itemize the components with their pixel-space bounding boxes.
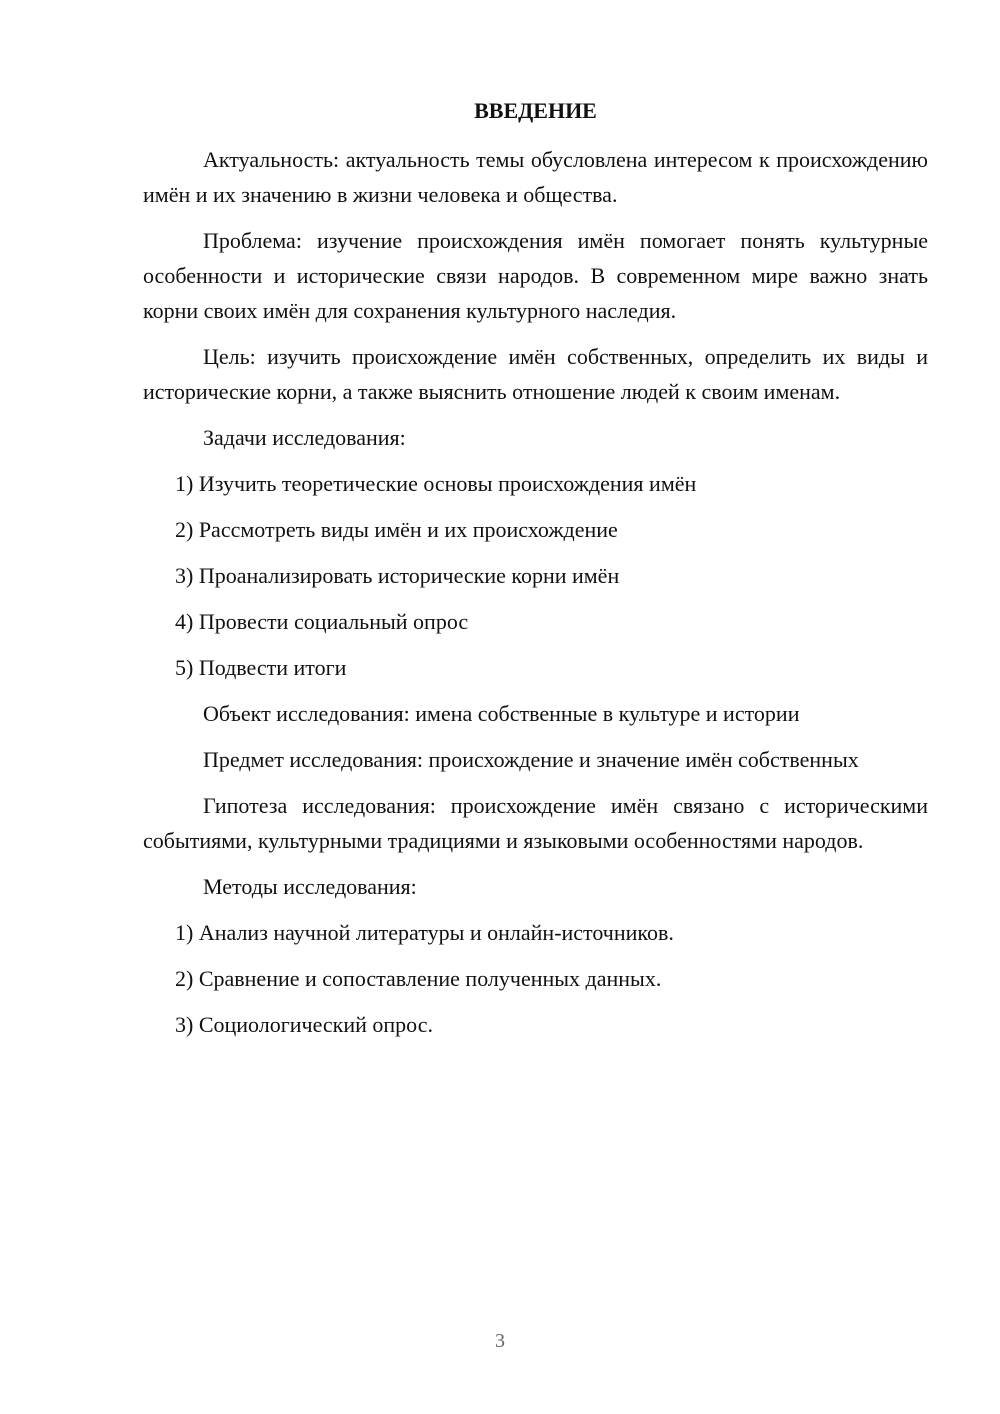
methods-title: Методы исследования: <box>203 874 417 899</box>
relevance-paragraph: Актуальность: актуальность темы обусловлена интересом к происхождению имён и их значению в жизни человека и общества. <box>143 147 928 207</box>
object-line: Объект исследования: имена собственные в культуре и истории <box>203 701 800 726</box>
goal-paragraph: Цель: изучить происхождение имён собственных, определить их виды и исторические корни, а также выяснить отношение людей к своим именам. <box>143 344 928 404</box>
methods-list <box>143 915 928 1042</box>
problem-paragraph: Проблема: изучение происхождения имён помогает понять культурные особенности и исторические связи народов. В современном мире важно знать корни своих имён для сохранения культурного наследия. <box>143 228 928 323</box>
subject-paragraph: Предмет исследования: происхождение и значение имён собственных <box>203 747 859 772</box>
task-item: 2) Рассмотреть виды имён и их происхождение <box>175 517 618 542</box>
hypothesis-paragraph: Гипотеза исследования: происхождение имён связано с историческими событиями, культурными традициями и языковыми особенностями народов. <box>143 793 928 853</box>
task-item: 5) Подвести итоги <box>175 655 347 680</box>
method-item: 2) Сравнение и сопоставление полученных данных. <box>175 966 662 991</box>
task-item: 3) Проанализировать исторические корни имён <box>175 563 620 588</box>
method-item: 1) Анализ научной литературы и онлайн-источников. <box>175 920 674 945</box>
page-content <box>143 94 928 1053</box>
page-number: 3 <box>495 1330 505 1352</box>
section-heading: ВВЕДЕНИЕ <box>474 98 597 123</box>
task-item: 1) Изучить теоретические основы происхождения имён <box>175 471 697 496</box>
method-item: 3) Социологический опрос. <box>175 1012 433 1037</box>
tasks-list <box>143 466 928 685</box>
task-item: 4) Провести социальный опрос <box>175 609 469 634</box>
tasks-title: Задачи исследования: <box>203 425 406 450</box>
